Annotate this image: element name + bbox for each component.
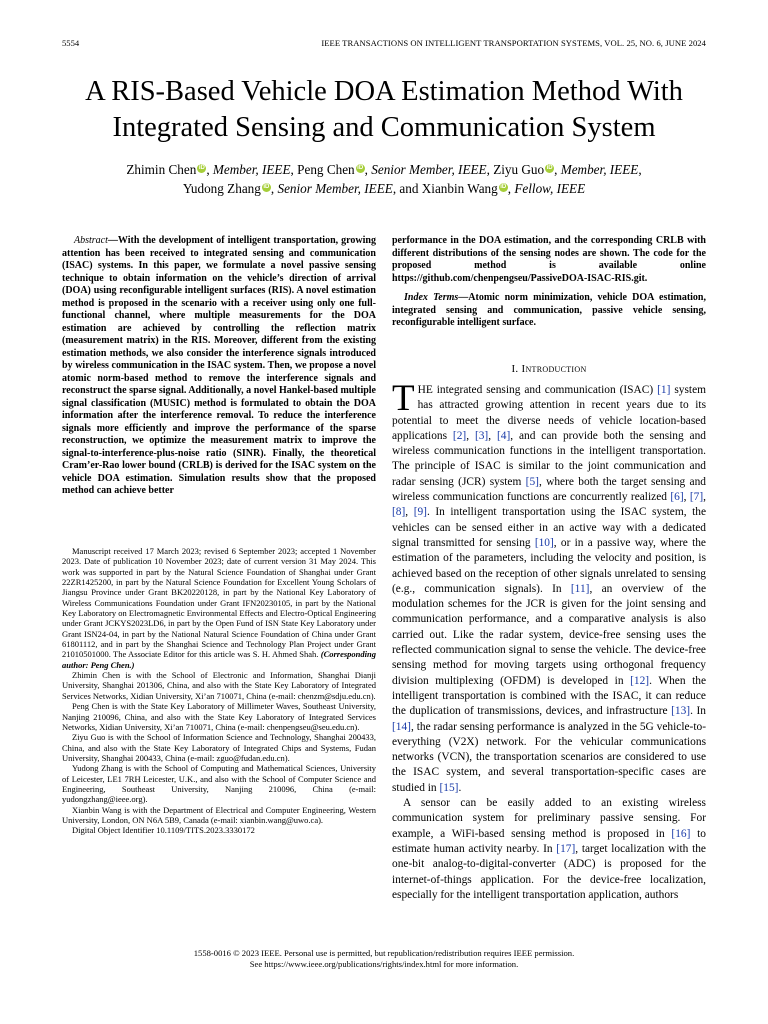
intro-body (392, 378, 707, 903)
paragraph-segment: , (466, 429, 475, 442)
paragraph-segment: , (683, 491, 690, 504)
drop-cap: T (392, 378, 415, 419)
citation-link[interactable]: [8] (392, 506, 406, 519)
paragraph-segment: , an overview of the modulation schemes for the JCR is given for the joint sensing and communication performance, and a comparative analysis is also carried out. Like the radar system, device-free sensing uses the reflected communication signal to sense the vehicle. The device-free sensing method for moving targets using orthogonal frequency division multiplexing (OFDM) is developed in (392, 582, 707, 687)
affiliation: Yudong Zhang is with the School of Computing and Mathematical Sciences, University of Leicester, LE1 7RH Leicester, U.K., and also with the School of Computer Science and Engineering, Southeast University, Nanjing 210096, China (e-mail: yudongzhang@ieee.org). (62, 763, 376, 805)
orcid-icon[interactable]: iD (500, 184, 507, 190)
abstract-text: performance in the DOA estimation, and the corresponding CRLB with different distributions of the sensing nodes are shown. The code for the proposed method is available online https://github.com/chenpengseu/PassiveDOA-ISAC-RIS.git. (392, 235, 706, 284)
citation-link[interactable]: [17] (556, 842, 576, 855)
title-line: A RIS-Based Vehicle DOA Estimation Method With (85, 76, 683, 107)
intro-paragraph-1 (392, 378, 707, 796)
copyright-line: 1558-0016 © 2023 IEEE. Personal use is permitted, but republication/redistribution requires IEEE permission. (193, 948, 575, 958)
citation-link[interactable]: [13] (671, 705, 691, 718)
orcid-icon[interactable]: iD (357, 165, 364, 171)
intro-paragraph-2 (392, 796, 706, 903)
paragraph-segment: , (488, 429, 497, 442)
paper-title (40, 74, 728, 146)
rights-link[interactable]: See https://www.ieee.org/publications/rights/index.html for more information. (249, 959, 519, 969)
paragraph-segment: . In intelligent transportation using the ISAC system, the vehicles can be sensed either in an active way with a dedicated signal transmitted for sensing (392, 506, 706, 549)
citation-link[interactable]: [2] (452, 429, 467, 442)
author-role: Senior Member, IEEE (371, 162, 487, 177)
paragraph-segment: . In (690, 705, 706, 718)
section-title: Introduction (521, 363, 587, 375)
affiliation: Ziyu Guo is with the School of Information Science and Technology, Shanghai 200433, China, and also with the State Key Laboratory of Integrated Chips and Systems, Fudan University, Shanghai 200433, China (e-mail: zguo@fudan.edu.cn). (62, 732, 376, 763)
orcid-icon[interactable]: iD (198, 165, 205, 171)
paragraph-segment: system has attracted growing attention in recent years due to its potential to meet the diverse needs of vehicle location-based applications (392, 384, 706, 442)
paragraph-segment: , where both the target sensing and wireless communication functions are concurrently realized (392, 475, 706, 504)
paragraph-segment: , (405, 506, 414, 519)
author-role: Member, IEEE (560, 162, 639, 177)
orcid-icon[interactable]: iD (263, 184, 270, 190)
left-column (62, 235, 376, 498)
citation-link[interactable]: [9] (413, 506, 427, 519)
affiliation: Xianbin Wang is with the Department of Electrical and Computer Engineering, Western University, London, ON N6A 5B9, Canada (e-mail: xianbin.wang@uwo.ca). (62, 804, 376, 825)
paragraph-segment: , or in a passive way, where the estimation of the parameters, including the velocity and position, is achieved based on the reception of other signals unrelated to sensing (e.g., communication signals). In (392, 536, 706, 595)
author-name: Xianbin Wang (421, 181, 498, 196)
affiliation: Peng Chen is with the State Key Laboratory of Millimeter Waves, Southeast University, Nanjing 210096, China, and also with the State Key Laboratory of Integrated Services Networks, Xidian University, Xi’an 710071, China (e-mail: chenpengseu@seu.edu.cn). (62, 701, 376, 732)
author-role: Member, IEEE (212, 162, 291, 177)
section-number: I. (511, 363, 519, 375)
citation-link[interactable]: [7] (689, 491, 704, 504)
author-name: Ziyu Guo (493, 162, 545, 177)
orcid-icon[interactable]: iD (546, 165, 553, 171)
affiliation: Zhimin Chen is with the School of Electronic and Information, Shanghai Dianji University, Shanghai 201306, China, and also with the State Key Laboratory of Integrated Services Networks, Xidian University, Xi’an 710071, China (e-mail: chenzm@sdju.edu.cn). (62, 670, 376, 701)
paragraph-segment: , target localization with the one-bit analog-to-digital-converter (ADC) is proposed for the internet-of-things application. For the device-free localization, especially for the intelligent transportation application, authors (392, 842, 706, 901)
citation-link[interactable]: [1] (657, 384, 671, 396)
doi[interactable]: Digital Object Identifier 10.1109/TITS.2023.3330172 (72, 825, 255, 836)
paragraph-text (392, 378, 707, 794)
author-line: Zhimin Chen iD , Member, IEEE, Peng Chen iD , Senior Member, IEEE, Ziyu Guo iD , Member, IEEE, (126, 162, 642, 177)
paragraph-segment: , the radar sensing performance is analyzed in the 5G vehicle-to-everything (V2X) network. For the vehicular communications networks (VCN), the transportation scenarios are considered to use the ISAC system, and several transportation-specific cases are studied in (392, 720, 706, 794)
right-column (392, 235, 706, 330)
abstract-text: —With the development of intelligent transportation, growing attention has been received to integrated sensing and communication (ISAC) systems. In this paper, we formulate a novel passive sensing technique to obtain information on the vehicle’s direction of arrival (DOA) using reconfigurable intelligent surfaces (RIS). A novel estimation method is proposed in the scenario with a receiver using only one full-functional channel, where multiple measurements for the DOA estimation are achieved by controlling the reflection matrix (measurement matrix) in the RIS. Moreover, different from the existing estimation methods, we also consider the interference signals introduced by wireless communication in the ISAC system. Then, we propose a novel atomic norm-based method to remove the interference signals and reconstruct the sparse signal. Additionally, a novel Hankel-based multiple signal classification (MUSIC) method is formulated to obtain the DOA information after the interference removal. To reduce the interference signals more efficiently and improve the performance of the sparse reconstruction, we optimize the measurement matrix to improve the signal-to-interference-plus-noise ratio (SINR). Finally, the theoretical Cram’er-Rao lower bound (CRLB) is derived for the ISAC system on the vehicle DOA estimation. Simulation results show that the proposed method can achieve better (62, 235, 376, 496)
paragraph-segment: HE integrated sensing and communication (ISAC) (417, 384, 658, 396)
abstract-label: Abstract (74, 235, 108, 246)
title-line: Integrated Sensing and Communication System (112, 112, 656, 143)
introduction-section (392, 363, 706, 903)
manuscript-note: Manuscript received 17 March 2023; revised 6 September 2023; accepted 1 November 2023. Date of publication 10 November 2023; date of current version 31 May 2024. This work was supported in part by the Natural Science Foundation of Shanghai under Grant 22ZR1425200, in part by the Natural Science Foundation for Excellent Young Scholars of Jiangsu Province under Grant BK20220128, in part by the National Key Laboratory of Wireless Communications Foundation under Grant IFN20230105, in part by the National Key Laboratory on Electromagnetic Environmental Effects and Electro-Optical Engineering under Grant JCKYS2023LD6, in part by the Open Fund of ISN State Key Laboratory under Grant ISN24-04, in part by the National Natural Science Foundation of China under Grant 61801112, and in part by the Shanghai Science and Technology Plan Project under Grant 21010501000. The Associate Editor for this article was S. H. Ahmed Shah. (62, 546, 376, 660)
author-separator: , and (392, 181, 422, 196)
paragraph-text (392, 797, 706, 901)
index-terms-text: —Atomic norm minimization, vehicle DOA estimation, integrated sensing and communication, passive vehicle sensing, reconfigurable intelligent surface. (392, 292, 706, 328)
abstract-continued (392, 235, 706, 285)
page-number: 5554 (62, 38, 80, 48)
author-name: Zhimin Chen (126, 162, 197, 177)
citation-link[interactable]: [16] (671, 827, 691, 840)
author-role: Fellow, IEEE (514, 181, 586, 196)
paragraph-segment: A sensor can be easily added to an existing wireless communication system for preliminary passive sensing. For example, a WiFi-based sensing method is proposed in (392, 797, 706, 840)
author-name: Yudong Zhang (182, 181, 261, 196)
index-terms-label: Index Terms (404, 292, 459, 303)
citation-link[interactable]: [5] (525, 475, 539, 488)
paragraph-segment: , (703, 491, 707, 504)
citation-link[interactable]: [14] (392, 720, 411, 733)
paragraph-segment: . (458, 781, 462, 794)
author-list (40, 160, 728, 198)
journal-header: IEEE TRANSACTIONS ON INTELLIGENT TRANSPORTATION SYSTEMS, VOL. 25, NO. 6, JUNE 2024 (321, 38, 706, 48)
citation-link[interactable]: [4] (496, 429, 511, 442)
paragraph-segment: to estimate human activity nearby. In (392, 827, 706, 855)
corresponding-author: (Corresponding author: Peng Chen.) (62, 649, 376, 670)
citation-link[interactable]: [15] (439, 781, 459, 794)
author-role: Senior Member, IEEE (277, 181, 393, 196)
citation-link[interactable]: [11] (570, 582, 590, 595)
index-terms (392, 292, 706, 330)
citation-link[interactable]: [3] (474, 429, 489, 442)
copyright-footer (62, 948, 706, 970)
citation-link[interactable]: [6] (670, 491, 684, 504)
paragraph-segment: . When the intelligent transportation is combined with the ISAC, it can reduce the duplication of transmissions, devices, and infrastructure (392, 674, 707, 718)
author-line: Yudong Zhang iD , Senior Member, IEEE, and Xianbin Wang iD , Fellow, IEEE (182, 181, 586, 196)
author-name: Peng Chen (297, 162, 355, 177)
citation-link[interactable]: [10] (534, 536, 554, 549)
footnote (62, 546, 376, 836)
abstract (62, 235, 376, 498)
section-heading (392, 363, 706, 375)
paragraph-segment: , and can provide both the sensing and wireless communication functions in the intelligent transportation. The principle of ISAC is similar to the joint communication and radar sensing (JCR) system (392, 429, 706, 488)
citation-link[interactable]: [12] (630, 674, 650, 687)
